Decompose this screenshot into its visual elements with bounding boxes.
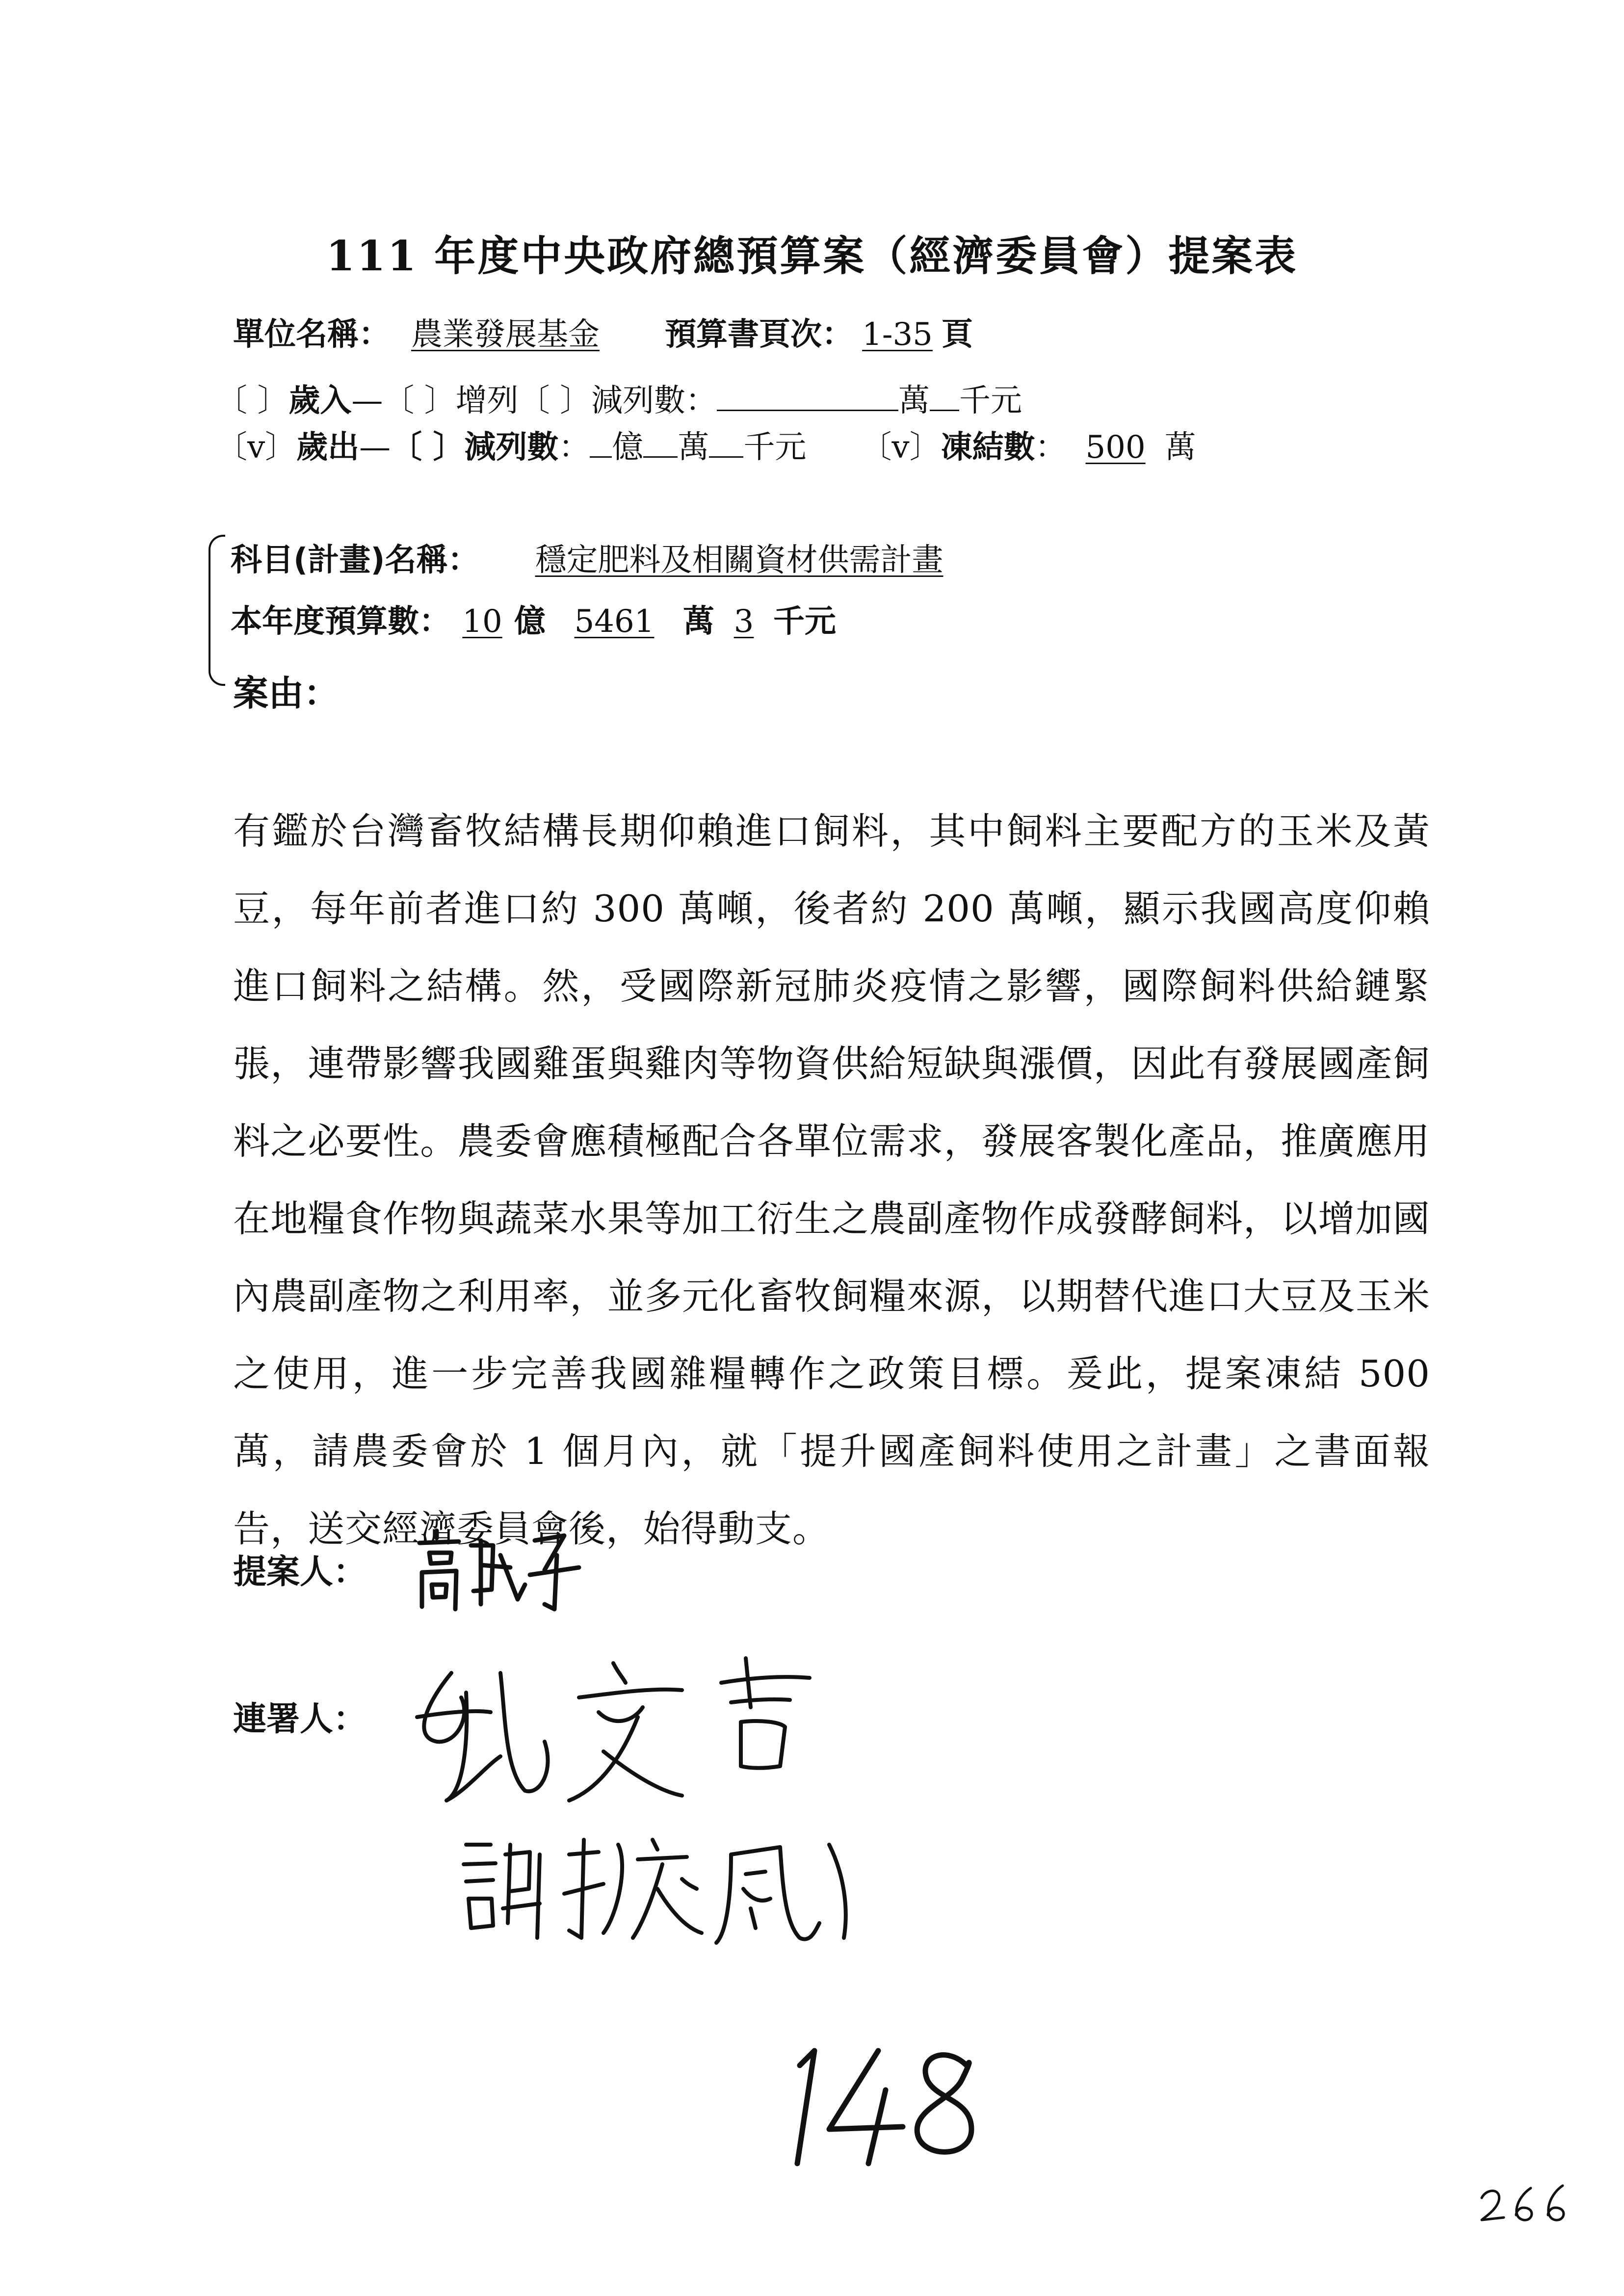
budget-label: 本年度預算數： <box>231 603 450 640</box>
project-name-label: 科目(計畫)名稱： <box>231 542 479 578</box>
budget-wan-value: 5461 <box>574 603 655 640</box>
expense-yi: 億 <box>612 429 644 466</box>
revenue-decrease: 〔 〕減列數： <box>518 383 717 419</box>
reason-row <box>233 665 339 716</box>
budget-yi-unit: 億 <box>514 603 546 640</box>
handwritten-corner-number <box>1477 2178 1575 2227</box>
project-bracket <box>209 535 225 686</box>
freeze-checkbox: 〔v〕 <box>860 429 941 466</box>
reason-text: 有鑑於台灣畜牧結構長期仰賴進口飼料，其中飼料主要配方的玉米及黃豆，每年前者進口約 300 萬噸，後者約 200 萬噸，顯示我國高度仰賴進口飼料之結構。然，受國際新冠肺炎疫情之影響，國際飼料供給鏈緊張，連帶影響我國雞蛋與雞肉等物資供給短缺與漲價，因此有發展國產飼料之必要性。農委會應積極配合各單位需求，發展客製化產品，推廣應用在地糧食作物與蔬菜水果等加工衍生之農副產物作成發酵飼料，以增加國內農副產物之利用率，並多元化畜牧飼糧來源，以期替代進口大豆及玉米之使用，進一步完善我國雜糧轉作之政策目標。爰此，提案凍結 500 萬，請農委會於 1 個月內，就「提升國產飼料使用之計畫」之書面報告，送交經濟委員會後，始得動支。 <box>233 809 1430 1550</box>
revenue-wan: 萬 <box>898 383 930 419</box>
freeze-colon: ： <box>1035 429 1067 466</box>
revenue-qian-blank <box>930 406 959 411</box>
page-value: 1-35 <box>862 316 933 353</box>
freeze-unit: 萬 <box>1164 429 1196 466</box>
freeze-label: 凍結數 <box>941 429 1035 466</box>
budget-yi-value: 10 <box>462 603 502 640</box>
budget-qian-value: 3 <box>733 603 754 640</box>
revenue-row <box>216 375 1022 420</box>
unit-value: 農業發展基金 <box>411 316 600 353</box>
expense-yi-blank <box>590 452 612 458</box>
handwritten-page-number <box>775 2036 991 2173</box>
budget-qianyuan: 千元 <box>773 603 836 640</box>
freeze-value: 500 <box>1085 429 1146 466</box>
revenue-amount-blank <box>717 406 898 411</box>
revenue-checkbox: 〔 〕 <box>216 383 289 419</box>
expense-checkbox: 〔v〕 <box>216 429 297 466</box>
expense-label: 歲出 <box>296 429 360 466</box>
cosigner-label: 連署人： <box>233 1700 367 1739</box>
proposer-label: 提案人： <box>233 1553 367 1592</box>
expense-row <box>216 422 1196 467</box>
page-label: 預算書頁次： <box>665 316 853 353</box>
expense-wan: 萬 <box>678 429 709 466</box>
expense-decrease: 〔 〕減列數 <box>391 429 559 466</box>
revenue-qianyuan: 千元 <box>959 383 1022 419</box>
cosigner-signature-1 <box>407 1644 829 1830</box>
expense-dash: — <box>359 429 391 466</box>
cosigner-signature-2 <box>456 1825 859 1953</box>
reason-label: 案由： <box>233 673 340 714</box>
expense-colon: ： <box>558 429 590 466</box>
expense-wan-blank <box>643 452 678 458</box>
budget-wan-unit: 萬 <box>683 603 714 640</box>
expense-qianyuan: 千元 <box>743 429 807 466</box>
expense-qian-blank <box>709 452 743 458</box>
project-name-value: 穩定肥料及相關資材供需計畫 <box>535 542 943 578</box>
proposer-signature <box>407 1511 613 1624</box>
revenue-increase: 〔 〕增列 <box>383 383 519 419</box>
unit-row <box>233 309 973 354</box>
budget-row <box>231 596 836 641</box>
page-title: 111 年度中央政府總預算案（經濟委員會）提案表 <box>326 232 1298 280</box>
revenue-label: 歲入 <box>288 383 352 419</box>
project-name-row <box>231 535 999 580</box>
page-suffix: 頁 <box>942 316 973 353</box>
revenue-dash: — <box>351 383 383 419</box>
unit-label: 單位名稱： <box>233 316 390 353</box>
